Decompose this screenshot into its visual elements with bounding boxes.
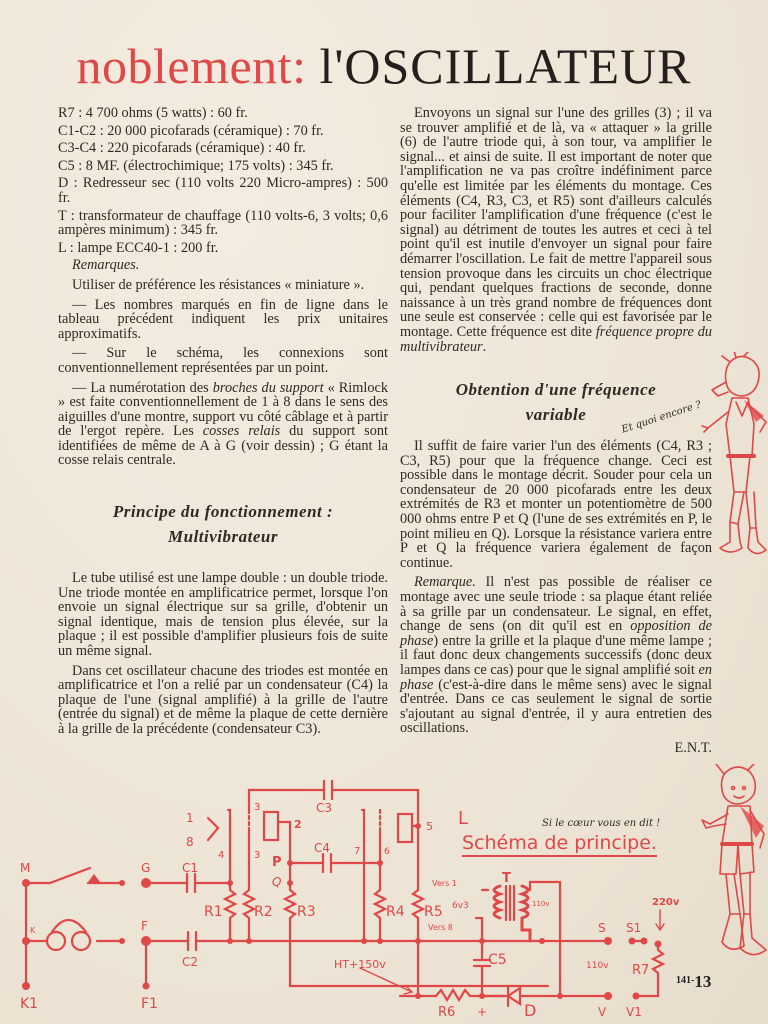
cartoon-boy-pointing-illustration bbox=[700, 764, 768, 976]
parts-item: T : transformateur de chauffage (110 volts-6, 3 volts; 0,6 ampères minimum) : 345 fr. bbox=[58, 207, 388, 239]
label-r5: R5 bbox=[424, 904, 443, 920]
headphone-band bbox=[52, 920, 86, 932]
label-c4: C4 bbox=[314, 841, 331, 855]
label-d: D bbox=[524, 1001, 537, 1020]
headphone-left bbox=[47, 932, 65, 950]
right-column bbox=[400, 106, 712, 761]
plate-1 bbox=[264, 812, 278, 840]
label-vers-8: Vers 8 bbox=[428, 923, 453, 932]
heading-line: Multivibrateur bbox=[168, 527, 278, 547]
signature: E.N.T. bbox=[674, 739, 712, 756]
page-number-value: 13 bbox=[694, 972, 712, 991]
label-r3: R3 bbox=[297, 904, 316, 920]
label-f1: F1 bbox=[141, 996, 158, 1012]
page-number bbox=[676, 972, 711, 992]
label-110v-transformer: 110v bbox=[532, 900, 550, 908]
cartoon-caption: Si le cœur vous en dit ! bbox=[542, 818, 661, 829]
label-f: F bbox=[141, 919, 148, 933]
heading-line: variable bbox=[525, 405, 587, 425]
remark-paragraph bbox=[400, 575, 712, 736]
label-k1: K1 bbox=[20, 996, 39, 1012]
label-s1: S1 bbox=[626, 921, 642, 935]
label-v: V bbox=[598, 1005, 607, 1019]
emphasis: cosses relais bbox=[202, 423, 281, 440]
ht-arrow bbox=[360, 968, 412, 994]
label-v1: V1 bbox=[626, 1005, 642, 1019]
label-pin-7: 7 bbox=[354, 846, 361, 857]
cartoon-boy-illustration bbox=[700, 352, 768, 574]
resistor-r2 bbox=[244, 830, 254, 941]
wire bbox=[476, 918, 482, 941]
heading-line: Principe du fonctionnement : bbox=[112, 502, 334, 522]
transformer-secondary bbox=[522, 886, 530, 941]
label-c5: C5 bbox=[488, 952, 507, 968]
text-run: « Rimlock » est faite conventionnellement de 1 à 8 dans le sens des aiguilles d'une montre, support vu côté câblage et à partir de l'ergot repère. Les bbox=[58, 379, 389, 440]
label-r4: R4 bbox=[386, 904, 405, 920]
cathode-2 bbox=[362, 810, 364, 941]
emphasis: Remarque. bbox=[414, 574, 476, 591]
label-pin-5: 5 bbox=[426, 820, 433, 833]
label-pin-1: 1 bbox=[186, 811, 194, 825]
emphasis: fréquence propre du multivibrateur bbox=[400, 323, 712, 355]
cartoon-caption: Et quoi encore ? bbox=[620, 399, 703, 436]
paragraph: Dans cet oscillateur chacune des triodes est montée en amplificatrice et l'on a relié par un condensateur (C4) la plaque de l'une (signal amplifié) à la grille de l'autre (entrée du signal) et de même la plaque de cette dernière à la grille de la précédente (condensateur C3). bbox=[58, 662, 388, 737]
label-r7: R7 bbox=[632, 963, 650, 978]
label-ht: HT+150v bbox=[334, 958, 386, 971]
capacitor-c4 bbox=[323, 854, 331, 872]
label-220v: 220v bbox=[652, 897, 680, 908]
arrow-220v bbox=[656, 910, 664, 930]
capacitor-c2 bbox=[188, 932, 196, 950]
filament-link bbox=[208, 818, 218, 840]
emphasis: opposition de phase bbox=[400, 618, 712, 649]
title-part-black: l'OSCILLATEUR bbox=[319, 38, 692, 94]
capacitor-c3 bbox=[324, 781, 332, 799]
remark-item: Utiliser de préférence les résistances « miniature ». bbox=[72, 276, 365, 293]
label-pin-3b: 3 bbox=[254, 850, 261, 861]
paragraph: Il suffit de faire varier l'un des éléments (C4, R3 ; C3, R5) pour que la fréquence change. Ceci est possible dans le montage décrit. Souder pour cela un condensateur de 20 000 picofarads entre les deux extrémités de R3 et monter un potentiomètre de 500 000 ohms entre P et Q (l'une de ses extrémités en P, le point milieu en Q). Lorsque la résistance variera entre P et Q la fréquence variera également de façon continue. bbox=[400, 438, 712, 571]
remark-rimlock bbox=[58, 381, 388, 469]
section-heading-principe bbox=[58, 499, 388, 549]
label-p: P bbox=[272, 855, 282, 870]
label-s: S bbox=[598, 921, 606, 935]
label-c2: C2 bbox=[182, 955, 199, 969]
paragraph bbox=[400, 106, 712, 354]
diode-d bbox=[482, 986, 608, 1006]
label-pin-3a: 3 bbox=[254, 802, 261, 813]
circuit-schematic bbox=[0, 770, 700, 1024]
title-part-red: noblement: bbox=[76, 38, 307, 94]
text-run: du support sont identifiées de même de A à G (voir dessin) ; G étant la cosse relais centrale. bbox=[58, 423, 388, 469]
page-title bbox=[0, 38, 768, 94]
text-run: . bbox=[482, 338, 487, 355]
wire bbox=[249, 790, 418, 822]
label-m: M bbox=[20, 861, 31, 875]
parts-item: C5 : 8 MF. (électrochimique; 175 volts) : 345 fr. bbox=[58, 157, 334, 174]
heading-line: Obtention d'une fréquence bbox=[455, 380, 657, 400]
parts-item: C1-C2 : 20 000 picofarads (céramique) : 70 fr. bbox=[58, 122, 324, 139]
label-r2: R2 bbox=[254, 904, 273, 920]
label-t: T bbox=[502, 871, 511, 886]
label-r6: R6 bbox=[438, 1005, 456, 1020]
page-number-prefix: 141- bbox=[676, 975, 695, 986]
label-g: G bbox=[141, 861, 151, 875]
emphasis: broches du support bbox=[212, 379, 324, 396]
label-6v3: 6v3 bbox=[452, 901, 469, 911]
label-pin-4: 4 bbox=[218, 850, 225, 861]
text-run: — La numérotation des bbox=[72, 379, 213, 396]
label-plus: + bbox=[477, 1005, 488, 1019]
plate-2 bbox=[398, 814, 412, 842]
text-run: (c'est-à-dire dans le même sens) avec le signal d'entrée. Dans ce cas seulement le signal de sortie s'ajoutant au signal d'entrée, il y aura entretien des oscillations. bbox=[400, 676, 712, 737]
capacitor-c1 bbox=[187, 874, 195, 892]
switch-wire bbox=[26, 868, 122, 883]
parts-item: R7 : 4 700 ohms (5 watts) : 60 fr. bbox=[58, 105, 248, 121]
left-column bbox=[58, 106, 388, 742]
label-110v: 110v bbox=[586, 961, 609, 971]
label-l: L bbox=[458, 808, 469, 829]
capacitor-c5 bbox=[474, 941, 490, 996]
label-c1: C1 bbox=[182, 861, 199, 875]
resistor-r1 bbox=[225, 883, 235, 941]
label-q: Q bbox=[272, 875, 282, 889]
cathode-1 bbox=[228, 810, 230, 838]
schematic-title: Schéma de principe. bbox=[462, 832, 657, 857]
label-pin-6: 6 bbox=[384, 847, 390, 857]
parts-item: L : lampe ECC40-1 : 200 fr. bbox=[58, 239, 219, 256]
parts-list bbox=[58, 106, 388, 255]
parts-item: C3-C4 : 220 picofarads (céramique) : 40 fr. bbox=[58, 140, 306, 157]
text-run: Envoyons un signal sur l'une des grilles (3) ; il va se trouver amplifié et de là, va « attaquer » la grille (6) de l'autre triode qui, à son tour, va amplifier le signal... et ainsi de suite. Il est important de noter que l'amplification ne va pas croître indéfiniment parce qu'elle est limitée par les éléments du montage. Ces éléments (C4, R3, C3, et R5) sont d'ailleurs calculés pour faciliter l'amplification d'une fréquence (c'est le signal) au détriment de toutes les autres et ceci à tel point qu'il est inutile d'envoyer un signal pour faire démarrer l'oscillation. Le fait de mettre l'appareil sous tension provoque dans les circuits un choc électrique qui, pendant quelques fractions de seconde, donne naissance à un très grand nombre de fréquences dont une seule est conservée : celle qui est favorisée par le montage. Cette fréquence est dite bbox=[400, 105, 712, 340]
label-pin-8: 8 bbox=[186, 835, 194, 849]
remarks-heading: Remarques. bbox=[72, 257, 140, 274]
label-r1: R1 bbox=[204, 904, 223, 920]
label-vers-1: Vers 1 bbox=[432, 879, 457, 888]
transformer-primary bbox=[494, 886, 500, 918]
transformer-core bbox=[506, 886, 514, 920]
label-k: K bbox=[30, 926, 36, 935]
emphasis: en phase bbox=[400, 662, 712, 693]
text-run: Il n'est pas possible de réaliser ce montage avec une seule triode : sa plaque étant reliée à sa grille par un condensateur. Le signal, en effet, change de sens (on dit qu'il est en bbox=[400, 574, 712, 635]
remark-item: — Sur le schéma, les connexions sont conventionnellement représentées par un point. bbox=[58, 345, 388, 376]
parts-item: D : Redresseur sec (110 volts 220 Micro-ampres) : 500 fr. bbox=[58, 175, 388, 206]
headphone-right bbox=[72, 932, 90, 950]
text-run: ) entre la grille et la plaque d'une même lampe ; il faut donc deux changements successifs (donc deux lampes dans ce cas) pour que le signal amplifié soit bbox=[400, 632, 712, 678]
paragraph: Le tube utilisé est une lampe double : un double triode. Une triode montée en amplificatrice permet, lorsque l'on envoie un signal électrique sur sa grille, d'obtenir un signal identique, mais de tension plus élevée, sur la plaque ; il est possible d'amplifier plusieurs fois de suite un même signal. bbox=[58, 570, 388, 660]
label-pin-2: 2 bbox=[294, 818, 302, 831]
remark-item: — Les nombres marqués en fin de ligne dans le tableau précédent indiquent les prix unitaires approximatifs. bbox=[58, 296, 388, 342]
label-c3: C3 bbox=[316, 801, 333, 815]
